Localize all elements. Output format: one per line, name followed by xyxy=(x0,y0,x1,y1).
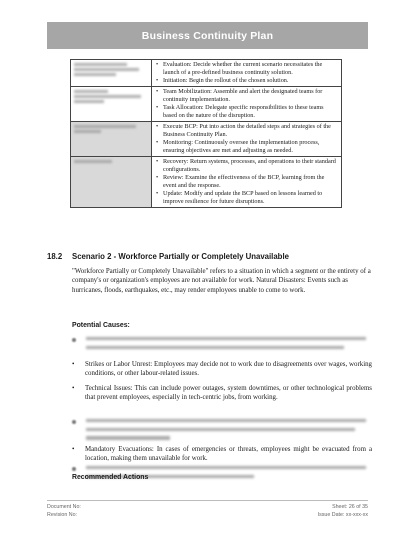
list-item: • Evaluation: Decide whether the current scenario necessitates the launch of a pre-defined business continuity solution. xyxy=(163,61,339,77)
redacted-bullet-icon xyxy=(72,467,76,471)
table-row xyxy=(71,87,342,122)
activities-cell xyxy=(152,60,342,87)
list-item: • Strikes or Labor Unrest: Employees may decide not to work due to disagreements over wages, working conditions, or other labour-related issues. xyxy=(72,361,372,378)
bullet-icon: • xyxy=(72,385,75,392)
page-title: Business Continuity Plan xyxy=(141,29,274,42)
table-row xyxy=(71,122,342,157)
list-item: • Execute BCP: Put into action the detailed steps and strategies of the Business Continuity Plan. xyxy=(163,123,339,139)
bullet-icon: • xyxy=(72,361,75,368)
redacted-bullet-icon xyxy=(72,338,76,342)
list-item: • Initiation: Begin the rollout of the chosen solution. xyxy=(163,77,339,85)
redacted-bullet-icon xyxy=(72,420,76,424)
section-number: 18.2 xyxy=(47,252,63,261)
redacted-text xyxy=(86,337,366,354)
phase-cell-redacted xyxy=(71,122,152,157)
page-header xyxy=(47,22,368,49)
activities-cell xyxy=(152,87,342,122)
bcp-phase-table xyxy=(70,59,342,208)
list-item: • Task Allocation: Delegate specific responsibilities to these teams based on the nature of the disruption. xyxy=(163,104,339,120)
list-item: • Update: Modify and update the BCP based on lessons learned to improve resilience for future disruptions. xyxy=(163,190,339,206)
list-item: • Recovery: Return systems, processes, and operations to their standard configurations. xyxy=(163,158,339,174)
phase-cell-redacted xyxy=(71,60,152,87)
recommended-actions-heading: Recommended Actions xyxy=(72,474,149,481)
sheet-number: Sheet: 26 of 35 xyxy=(332,504,368,510)
section-title: Scenario 2 - Workforce Partially or Completely Unavailable xyxy=(72,252,289,261)
phase-cell-redacted xyxy=(71,87,152,122)
bullet-icon: • xyxy=(72,446,75,453)
causes-heading: Potential Causes: xyxy=(72,322,130,329)
list-item: • Monitoring: Continuously oversee the implementation process, ensuring objectives are met and adjusting as needed. xyxy=(163,139,339,155)
activities-cell xyxy=(152,157,342,208)
activities-cell xyxy=(152,122,342,157)
revision-number: Revision No: xyxy=(47,511,78,518)
footer-divider xyxy=(47,500,368,501)
list-item: • Mandatory Evacuations: In cases of emergencies or threats, employees might be evacuated from a location, making them unavailable for work. xyxy=(72,446,372,463)
section-intro: "Workforce Partially or Completely Unavailable" refers to a situation in which a segment or the entirety of a company's or organization's employees are not available for work. Natural Disasters: Events such as hurricanes, floods, earthquakes, etc., may render employees unable to come to work. xyxy=(72,268,371,294)
phase-cell-redacted xyxy=(71,157,152,208)
table-row xyxy=(71,157,342,208)
table-row xyxy=(71,60,342,87)
issue-date: Issue Date: xx-xxx-xx xyxy=(317,511,368,518)
list-item: • Review: Examine the effectiveness of the BCP, learning from the event and the response. xyxy=(163,174,339,190)
list-item: • Technical Issues: This can include power outages, system downtimes, or other technological problems that prevent employees, especially in tech-centric jobs, from working. xyxy=(72,385,372,402)
document-number: Document No: xyxy=(47,504,81,510)
list-item: • Team Mobilization: Assemble and alert the designated teams for continuity implementation. xyxy=(163,88,339,104)
redacted-text xyxy=(86,419,366,445)
footer-left xyxy=(47,504,81,519)
footer-right xyxy=(318,504,368,519)
